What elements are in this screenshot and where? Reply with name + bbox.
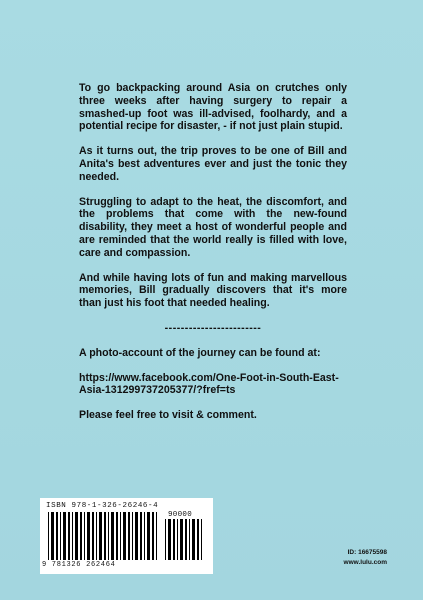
barcode-bar [116,512,118,560]
barcode-bar [197,519,199,560]
barcode-bar [147,512,150,560]
barcode-bar [92,512,94,560]
barcode-bar [99,512,102,560]
barcode-bar [87,512,90,560]
barcode-bar [60,512,61,560]
barcode-bar [173,519,175,560]
barcode-bar [72,512,73,560]
barcode-bar [165,519,166,560]
barcode-digits: 9 781326 262464 [42,561,116,569]
barcode-bar [135,512,138,560]
barcode-bar [152,512,154,560]
blurb-paragraph-3: Struggling to adapt to the heat, the discomfort, and the problems that come with the new-found disability, they meet a host of wonderful people and are reminded that the world really is filled with love, care and compassion. [79,195,347,259]
barcode-bar [75,512,78,560]
divider-line: ------------------------ [164,321,262,334]
barcode-bar [51,512,54,560]
barcode-bar [80,512,82,560]
barcode-bar [201,519,202,560]
barcode-bar [63,512,66,560]
facebook-link[interactable]: https://www.facebook.com/One-Foot-in-South-East-Asia-131299737205377/?fref=ts [79,371,339,397]
lulu-info [344,548,387,568]
barcode-bar [48,512,49,560]
blurb-paragraph-1: To go backpacking around Asia on crutches only three weeks after having surgery to repair a smashed-up foot was ill-advised, foolhardy, and a potential recipe for disaster, - if not just plain stupid. [79,82,347,133]
lulu-site: www.lulu.com [343,559,387,566]
blurb-text [79,82,347,434]
barcode-bar [68,512,70,560]
blurb-paragraph-2: As it turns out, the trip proves to be one of Bill and Anita's best adventures ever and just the tonic they needed. [79,145,347,183]
barcode-bar [111,512,114,560]
price-code: 90000 [168,511,193,519]
barcode-bar [185,519,187,560]
barcode-bar [104,512,106,560]
barcode-bar [96,512,97,560]
addon-barcode-bars [165,519,205,560]
photo-account-text: A photo-account of the journey can be found at: [79,346,321,359]
barcode-bar [132,512,133,560]
barcode-bar [128,512,130,560]
isbn-label: ISBN 978-1-326-26246-4 [46,502,159,510]
barcode-bar [192,519,195,560]
barcode-bar [144,512,145,560]
isbn-barcode [40,498,213,574]
barcode-bar [156,512,157,560]
barcode-bar [168,519,171,560]
blurb-paragraph-4: And while having lots of fun and making marvellous memories, Bill gradually discovers that it's more than just his foot that needed healing. [79,271,347,310]
barcode-bar [180,519,183,560]
barcode-bar [84,512,85,560]
barcode-bar [108,512,109,560]
barcode-bars [48,512,160,560]
barcode-bar [177,519,178,560]
barcode-bar [123,512,126,560]
barcode-bar [189,519,190,560]
closing-text: Please feel free to visit & comment. [79,409,257,422]
barcode-bar [120,512,121,560]
lulu-id: ID: 16675598 [347,549,387,556]
barcode-bar [140,512,142,560]
barcode-bar [56,512,58,560]
